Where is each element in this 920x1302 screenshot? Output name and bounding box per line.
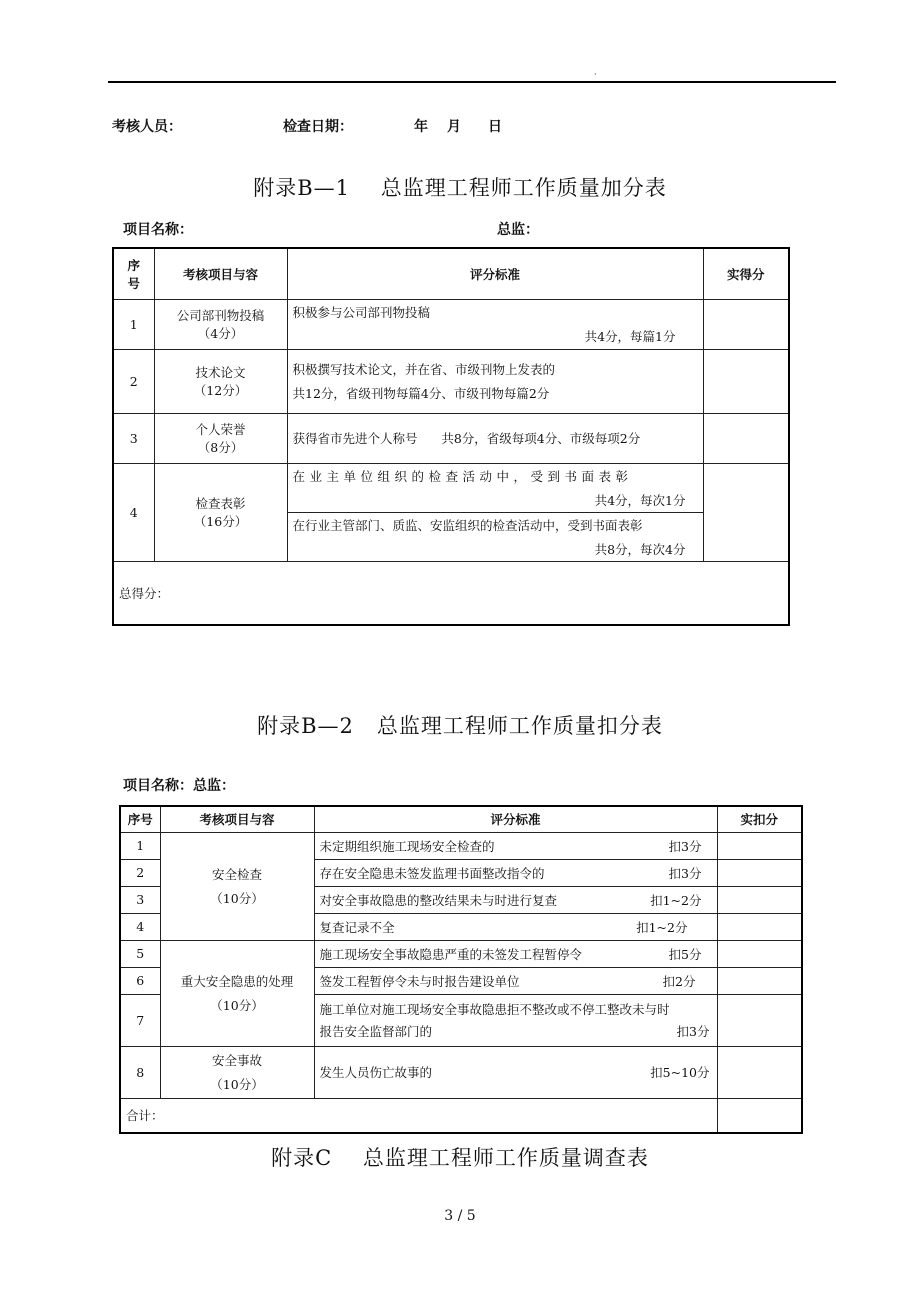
seq-cell: 8 — [120, 1046, 160, 1098]
item-group-cell: 重大安全隐患的处理 （10分） — [160, 940, 314, 1046]
seq-cell: 2 — [120, 859, 160, 886]
score-header: 实扣分 — [717, 806, 802, 832]
total-row — [113, 561, 789, 625]
criteria-cell: 存在安全隐患未签发监理书面整改指令的 扣3分 — [314, 859, 717, 886]
day-label: 日 — [488, 119, 502, 135]
deduct-value: 扣1~2分 — [636, 919, 688, 935]
criteria-cell: 签发工程暂停令未与时报告建设单位 扣2分 — [314, 967, 717, 994]
header-dot-mark: · — [594, 70, 597, 79]
deduct-value: 扣5~10分 — [650, 1065, 710, 1080]
item-group-cell: 安全事故 （10分） — [160, 1046, 314, 1098]
seq-cell: 1 — [113, 299, 154, 349]
criteria-cell: 在业主单位组织的检查活动中，受到书面表彰 共4分，每次1分 — [287, 463, 703, 512]
total-label: 合计： — [120, 1098, 717, 1133]
criteria-cell: 积极撰写技术论文，并在省、市级刊物上发表的 共12分，省级刊物每篇4分、市级刊物每篇2分 — [287, 349, 703, 413]
score-cell — [703, 413, 789, 463]
item-cell: 公司部刊物投稿 （4分） — [154, 299, 287, 349]
seq-cell: 2 — [113, 349, 154, 413]
table-row — [113, 463, 789, 512]
seq-cell: 5 — [120, 940, 160, 967]
b2-project-label: 项目名称：总监： — [123, 778, 235, 794]
criteria-cell: 施工现场安全事故隐患严重的未签发工程暂停令 扣5分 — [314, 940, 717, 967]
criteria-cell: 未定期组织施工现场安全检查的 扣3分 — [314, 832, 717, 859]
score-cell — [717, 832, 802, 859]
table-row — [120, 1046, 802, 1098]
item-header: 考核项目与容 — [160, 806, 314, 832]
score-cell — [703, 349, 789, 413]
table-row — [120, 832, 802, 859]
total-row — [120, 1098, 802, 1133]
score-cell — [703, 463, 789, 561]
score-cell — [717, 940, 802, 967]
score-cell — [717, 859, 802, 886]
criteria-cell: 在行业主管部门、质监、安监组织的检查活动中，受到书面表彰 共8分，每次4分 — [287, 512, 703, 561]
item-cell: 检查表彰 （16分） — [154, 463, 287, 561]
item-cell: 个人荣誉 （8分） — [154, 413, 287, 463]
criteria-cell: 施工单位对施工现场安全事故隐患拒不整改或不停工整改未与时 报告安全监督部门的 扣3分 — [314, 994, 717, 1046]
total-score-cell — [717, 1098, 802, 1133]
score-cell — [717, 1046, 802, 1098]
deduct-value: 扣3分 — [668, 838, 702, 854]
score-cell — [717, 967, 802, 994]
table-b1-title: 附录B—1 总监理工程师工作质量加分表 — [253, 176, 667, 200]
criteria-cell: 对安全事故隐患的整改结果未与时进行复查 扣1~2分 — [314, 886, 717, 913]
score-header: 实得分 — [703, 248, 789, 299]
deduct-value: 扣3分 — [676, 1024, 710, 1039]
deduct-value: 扣2分 — [662, 973, 696, 989]
criteria-cell: 复查记录不全 扣1~2分 — [314, 913, 717, 940]
appendix-c-title: 附录C 总监理工程师工作质量调查表 — [271, 1146, 649, 1170]
seq-cell: 3 — [113, 413, 154, 463]
item-group-cell: 安全检查 （10分） — [160, 832, 314, 940]
date-label: 检查日期： — [283, 119, 353, 135]
deduct-value: 扣3分 — [668, 865, 702, 881]
b1-director-label: 总监： — [497, 222, 539, 238]
b1-project-label: 项目名称： — [123, 222, 193, 238]
criteria-cell: 获得省市先进个人称号 共8分，省级每项4分、市级每项2分 — [287, 413, 703, 463]
seq-cell: 6 — [120, 967, 160, 994]
table-header-row — [120, 806, 802, 832]
score-cell — [717, 886, 802, 913]
table-b1 — [112, 247, 790, 626]
table-b2-title: 附录B—2 总监理工程师工作质量扣分表 — [257, 714, 663, 738]
table-row — [120, 940, 802, 967]
deduct-value: 扣1~2分 — [650, 892, 702, 908]
item-cell: 技术论文 （12分） — [154, 349, 287, 413]
seq-header: 序号 — [120, 806, 160, 832]
score-cell — [717, 994, 802, 1046]
total-label: 总得分： — [113, 561, 789, 625]
page-number: 3 / 5 — [444, 1208, 476, 1224]
table-header-row — [113, 248, 789, 299]
criteria-cell: 发生人员伤亡故事的 扣5~10分 — [314, 1046, 717, 1098]
seq-cell: 1 — [120, 832, 160, 859]
criteria-cell: 积极参与公司部刊物投稿 共4分，每篇1分 — [287, 299, 703, 349]
month-label: 月 — [447, 119, 461, 135]
deduct-value: 扣5分 — [668, 946, 702, 962]
assessor-label: 考核人员： — [112, 119, 182, 135]
criteria-header: 评分标准 — [314, 806, 717, 832]
header-rule — [108, 81, 836, 83]
table-row — [113, 349, 789, 413]
table-row — [113, 413, 789, 463]
seq-header: 序 号 — [113, 248, 154, 299]
table-b2 — [119, 805, 803, 1134]
score-cell — [703, 299, 789, 349]
seq-cell: 4 — [113, 463, 154, 561]
criteria-header: 评分标准 — [287, 248, 703, 299]
score-cell — [717, 913, 802, 940]
year-label: 年 — [414, 119, 428, 135]
seq-cell: 4 — [120, 913, 160, 940]
table-row — [113, 299, 789, 349]
seq-cell: 7 — [120, 994, 160, 1046]
seq-cell: 3 — [120, 886, 160, 913]
item-header: 考核项目与容 — [154, 248, 287, 299]
